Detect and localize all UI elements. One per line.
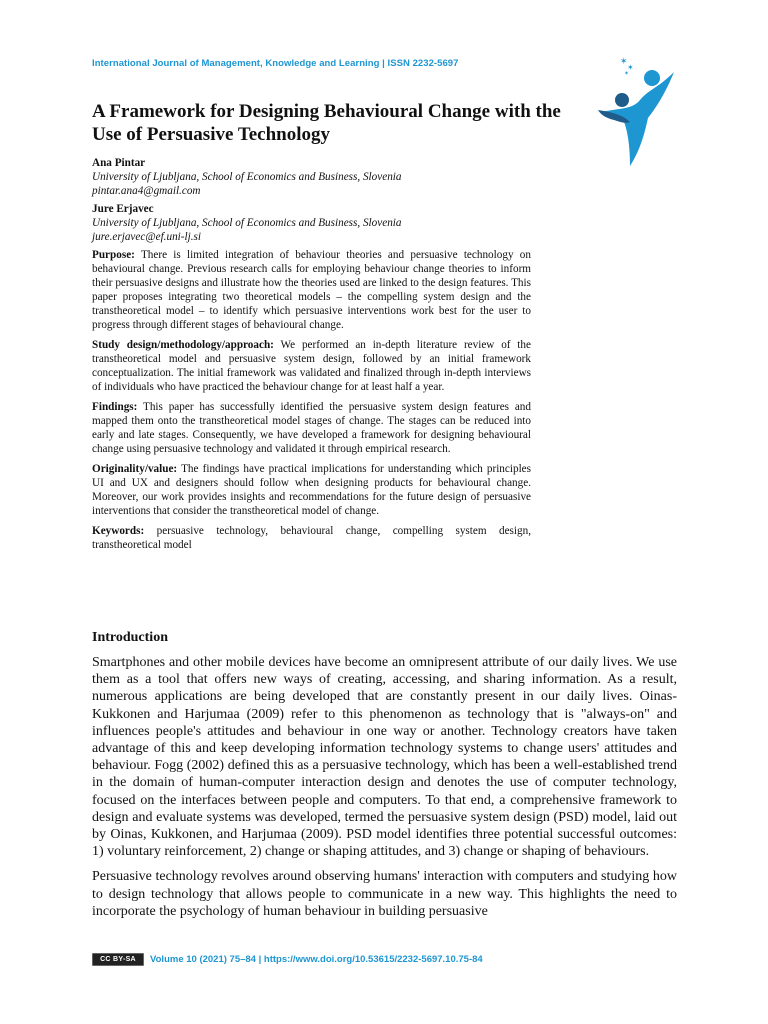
abstract-text: persuasive technology, behavioural change, compelling system design, transtheoretical model (92, 525, 532, 551)
author-affiliation: University of Ljubljana, School of Economics and Business, Slovenia (92, 171, 402, 183)
journal-logo-icon (596, 52, 682, 170)
abstract-text: There is limited integration of behaviour theories and persuasive technology on behavioural change. Previous research calls for employing behaviour change theories to inform their persuasive designs and illustrate how the theories used are linked to the design features. This paper proposes integrating two theoretical models – the compelling system design and the transtheoretical model – to identify which persuasive interventions work best for the user to progress through different stages of behavioural change. (92, 249, 531, 331)
abstract-label: Study design/methodology/approach: (92, 339, 274, 351)
abstract-label: Originality/value: (92, 463, 178, 475)
abstract (92, 248, 531, 558)
abstract-label: Findings: (92, 401, 138, 413)
author-email: pintar.ana4@gmail.com (92, 185, 201, 197)
abstract-text: We performed an in-depth literature review of the transtheoretical model and persuasive system design, followed by an initial framework conceptualization. The initial framework was validated and finalized through in-depth interviews of individuals who have practiced the behaviour change for at least half a year. (92, 339, 531, 393)
author-name: Ana Pintar (92, 157, 146, 169)
body-paragraph: Persuasive technology revolves around observing humans' interaction with computers and studying how to design technology that allows people to communicate in a new way. This highlights the need to incorporate the psychology of human behaviour in building persuasive (92, 869, 677, 919)
abstract-text: The findings have practical implications for understanding which principles UI and UX and designers should follow when designing products for behavioural change. Moreover, our work provides insights and recommendations for the future design of persuasive interventions that consider the transtheoretical model of change. (92, 463, 531, 517)
svg-text:✶: ✶ (620, 57, 628, 67)
introduction-body (92, 654, 677, 928)
abstract-label: Keywords: (92, 525, 145, 537)
svg-text:✶: ✶ (627, 63, 634, 72)
author-block (92, 156, 402, 198)
abstract-keywords (92, 524, 531, 552)
author-block (92, 202, 402, 244)
abstract-label: Purpose: (92, 249, 135, 261)
page-footer (92, 953, 483, 966)
svg-text:✶: ✶ (624, 70, 630, 77)
abstract-text: This paper has successfully identified the persuasive system design features and mapped them onto the transtheoretical model stages of change. The stages can be reduced into early and late stages. Consequently, we have developed a framework for designing behavioural change using persuasive technology and validated it through empirical research. (92, 401, 531, 455)
abstract-originality (92, 462, 531, 518)
abstract-methodology (92, 338, 531, 394)
section-heading-introduction: Introduction (92, 630, 168, 645)
paper-title: A Framework for Designing Behavioural Change with the Use of Persuasive Technology (92, 101, 561, 145)
author-email: jure.erjavec@ef.uni-lj.si (92, 231, 201, 243)
author-name: Jure Erjavec (92, 203, 154, 215)
abstract-purpose (92, 248, 531, 332)
cc-license-badge[interactable]: CC BY-SA (92, 953, 144, 966)
abstract-findings (92, 400, 531, 456)
author-affiliation: University of Ljubljana, School of Economics and Business, Slovenia (92, 217, 402, 229)
journal-header: International Journal of Management, Knowledge and Learning | ISSN 2232-5697 (92, 58, 459, 69)
footer-citation[interactable]: Volume 10 (2021) 75–84 | https://www.doi.org/10.53615/2232-5697.10.75-84 (150, 954, 483, 965)
body-paragraph: Smartphones and other mobile devices have become an omnipresent attribute of our daily lives. We use them as a tool that offers new ways of creating, accessing, and sharing information. As a result, numerous applications are being developed that are constantly present in our daily lives. Oinas-Kukkonen and Harjumaa (2009) refer to this phenomenon as technology that is "always-on" and influences people's attitudes and behaviour in one way or another. Technology creators have taken advantage of this and keep developing information technology systems to change users' attitudes and behaviour. Fogg (2002) defined this as a persuasive technology, which has been a well-established trend in the domain of human-computer interaction design and denotes the use of computer technology, focused on the interfaces between people and computers. To that end, a comprehensive framework to design and evaluate systems was developed, termed the persuasive system design (PSD) model, laid out by Oinas, Kukkonen, and Harjumaa (2009). PSD model identifies three potential successful outcomes: 1) voluntary reinforcement, 2) change or shaping attitudes, and 3) change or shaping of behaviours. (92, 655, 677, 860)
